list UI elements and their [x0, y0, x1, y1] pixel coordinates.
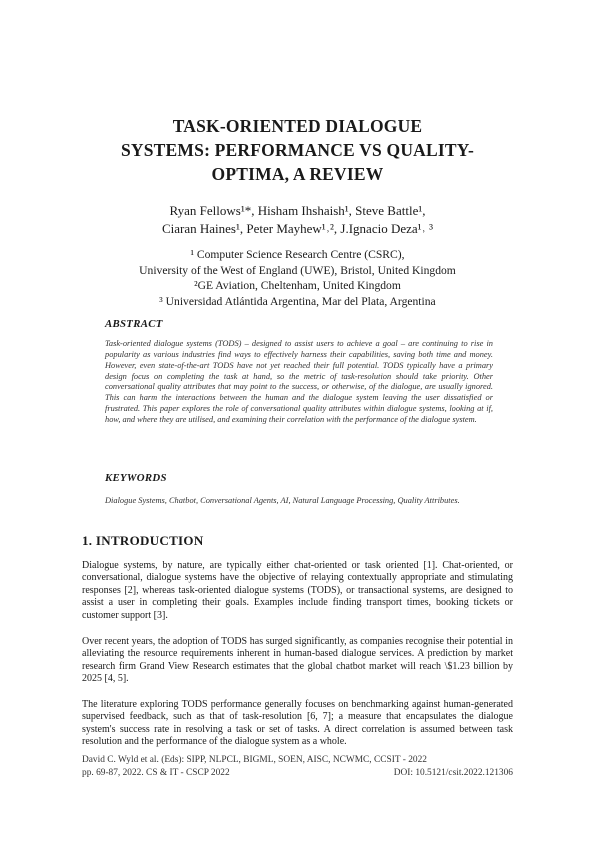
- affiliation-line: ²GE Aviation, Cheltenham, United Kingdom: [194, 279, 401, 292]
- title-line: SYSTEMS: PERFORMANCE VS QUALITY-: [120, 140, 475, 160]
- abstract-heading: ABSTRACT: [105, 318, 163, 330]
- footer-pages-doi: [82, 768, 513, 778]
- affiliation-line: ³ Universidad Atlántida Argentina, Mar del Plata, Argentina: [159, 294, 436, 308]
- paper-title: [82, 114, 513, 186]
- footer-pages: pp. 69-87, 2022. CS & IT - CSCP 2022: [82, 768, 230, 778]
- abstract-text: Task-oriented dialogue systems (TODS) – designed to assist users to achieve a goal – are continuing to rise in popularity as various industries find ways to effectively harness their capabilities, saving both time and money. However, even state-of-the-art TODS have not yet reached their full potential. TODS typically have a primary design focus on completing the task at hand, so the metric of task-resolution should take priority. Other conversational quality attributes that may point to the success, or otherwise, of the dialogue, are usually ignored. This can harm the interactions between the human and the dialogue system leaving the user dissatisfied or frustrated. This paper explores the role of conversational quality attributes within dialogue systems, looking at if, how, and where they are utilised, and examining their correlation with the performance of the dialogue system.: [105, 339, 493, 424]
- footer-citation: David C. Wyld et al. (Eds): SIPP, NLPCL, BIGML, SOEN, AISC, NCWMC, CCSIT - 2022: [82, 755, 427, 765]
- body-paragraph: The literature exploring TODS performance generally focuses on benchmarking against human-generated supervised feedback, such as that of task-resolution [6, 7]; a measure that encapsulates the dialogue system's success rate in resolving a task or set of tasks. A direct correlation is assumed between task resolution and the performance of the dialogue system as a whole.: [82, 699, 513, 748]
- title-line: OPTIMA, A REVIEW: [211, 164, 384, 184]
- keywords-text: Dialogue Systems, Chatbot, Conversational Agents, AI, Natural Language Processing, Quality Attributes.: [105, 496, 460, 505]
- title-line: TASK-ORIENTED DIALOGUE: [172, 116, 423, 136]
- body-paragraph: Over recent years, the adoption of TODS has surged significantly, as companies recognise their potential in alleviating the resource requirements inherent in human-based dialogue services. A prediction by market research firm Grand View Research estimates that the global chatbot market will reach \$1.23 billion by 2025 [4, 5].: [82, 636, 513, 685]
- footer-doi: DOI: 10.5121/csit.2022.121306: [393, 768, 513, 778]
- keywords-heading: KEYWORDS: [105, 472, 167, 484]
- author-list: [82, 202, 513, 238]
- affiliation-line: University of the West of England (UWE), Bristol, United Kingdom: [139, 263, 456, 277]
- affiliations: [82, 247, 513, 309]
- section-heading-introduction: 1. INTRODUCTION: [82, 533, 204, 548]
- author-line: Ciaran Haines¹, Peter Mayhew¹˒², J.Ignacio Deza¹˒ ³: [161, 221, 434, 236]
- affiliation-line: ¹ Computer Science Research Centre (CSRC),: [190, 248, 405, 261]
- body-paragraph: Dialogue systems, by nature, are typically either chat-oriented or task oriented [1]. Chat-oriented, or conversational, dialogue systems have the objective of relaying contextually appropriate and stimulating responses [2], whereas task-oriented dialogue systems (TODS), or transactional systems, are designed to assist a user in completing their goals. Examples include finding transport times, booking tickets or customer support [3].: [82, 560, 513, 621]
- author-line: Ryan Fellows¹*, Hisham Ihshaish¹, Steve Battle¹,: [169, 203, 426, 218]
